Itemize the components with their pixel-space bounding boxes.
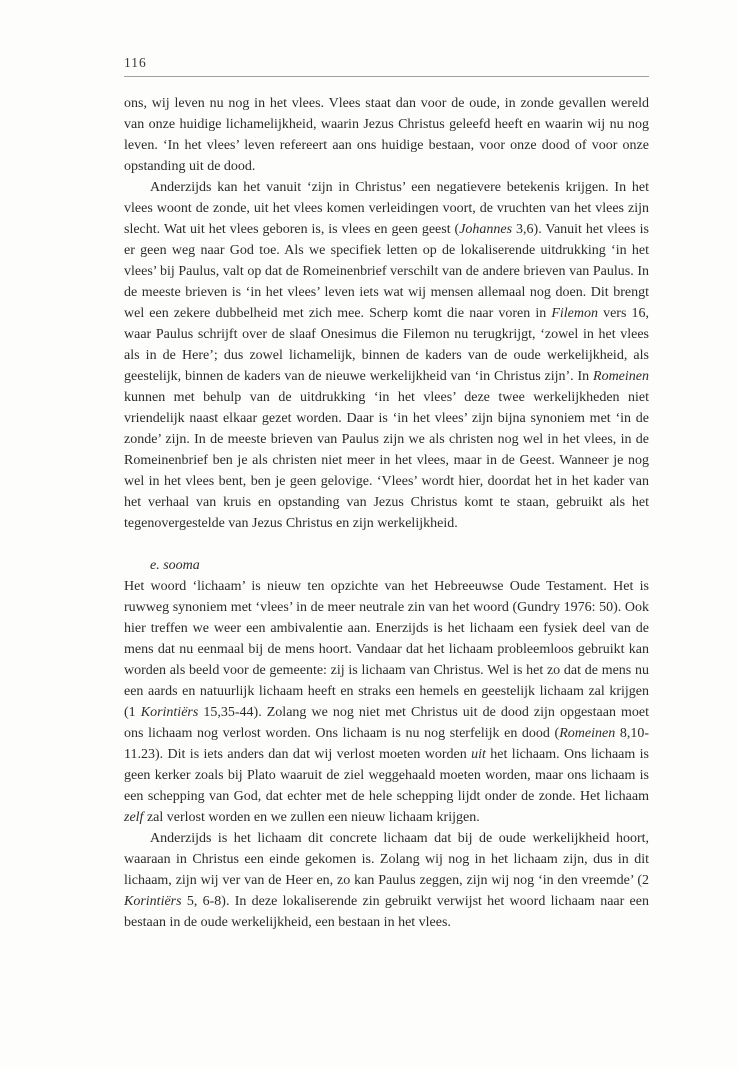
text-column bbox=[124, 93, 649, 933]
paragraph: Anderzijds is het lichaam dit concrete lichaam dat bij de oude werkelijkheid hoort, waaraan in Christus een einde gekomen is. Zolang wij nog in het lichaam zijn, dus in dit lichaam, zijn wij ver van de Heer en, zo kan Paulus zeggen, zijn wij nog ‘in den vreemde’ (2 Korintiërs 5, 6-8). In deze lokaliserende zin gebruikt verwijst het woord lichaam naar een bestaan in de oude werkelijkheid, een bestaan in het vlees. bbox=[124, 831, 649, 930]
paragraph: Het woord ‘lichaam’ is nieuw ten opzichte van het Hebreeuwse Oude Testament. Het is ruwweg synoniem met ‘vlees’ in de meer neutrale zin van het woord (Gundry 1976: 50). Ook hier treffen we weer een ambivalentie aan. Enerzijds is het lichaam een fysiek deel van de mens dat nu eenmaal bij de mens hoort. Vandaar dat het lichaam probleemloos gebruikt kan worden als beeld voor de gemeente: zij is lichaam van Christus. Wel is het zo dat de mens nu een aards en natuurlijk lichaam heeft en straks een hemels en geestelijk lichaam zal krijgen (1 Korintiërs 15,35-44). Zolang we nog niet met Christus uit de dood zijn opgestaan moet ons lichaam nog verlost worden. Ons lichaam is nu nog sterfelijk en dood (Romeinen 8,10-11.23). Dit is iets anders dan dat wij verlost moeten worden uit het lichaam. Ons lichaam is geen kerker zoals bij Plato waaruit de ziel weggehaald moeten worden, maar ons lichaam is een schepping van God, dat echter met de hele schepping lijdt onder de zonde. Het lichaam zelf zal verlost worden en we zullen een nieuw lichaam krijgen. bbox=[124, 579, 649, 825]
paragraph: Anderzijds kan het vanuit ‘zijn in Christus’ een negatievere betekenis krijgen. In het vlees woont de zonde, uit het vlees komen verleidingen voort, de vruchten van het vlees zijn slecht. Wat uit het vlees geboren is, is vlees en geen geest (Johannes 3,6). Vanuit het vlees is er geen weg naar God toe. Als we specifiek letten op de lokaliserende uitdrukking ‘in het vlees’ bij Paulus, valt op dat de Romeinenbrief verschilt van de andere brieven van Paulus. In de meeste brieven is ‘in het vlees’ leven iets wat wij mensen allemaal nog doen. Dit brengt wel een zekere dubbelheid met zich mee. Scherp komt die naar voren in Filemon vers 16, waar Paulus schrijft over de slaaf Onesimus die Filemon nu terugkrijgt, ‘zowel in het vlees als in de Here’; dus zowel lichamelijk, binnen de kaders van de oude werkelijkheid, als geestelijk, binnen de kaders van de nieuwe werkelijkheid van ‘in Christus zijn’. In Romeinen kunnen met behulp van de uitdrukking ‘in het vlees’ deze twee werkelijkheden niet vriendelijk naast elkaar gezet worden. Daar is ‘in het vlees’ zijn bijna synoniem met ‘in de zonde’ zijn. In de meeste brieven van Paulus zijn we als christen nog wel in het vlees, in de Romeinenbrief ben je als christen niet meer in het vlees, maar in de Geest. Wanneer je nog wel in het vlees bent, ben je geen gelovige. ‘Vlees’ wordt hier, doordat het in het kader van het verhaal van kruis en opstanding van Jezus Christus komt te staan, gebruikt als het tegenovergestelde van Jezus Christus en zijn werkelijkheid. bbox=[124, 180, 649, 531]
section-heading: e. sooma bbox=[150, 558, 200, 573]
paragraph: ons, wij leven nu nog in het vlees. Vlees staat dan voor de oude, in zonde gevallen wereld van onze huidige lichamelijkheid, waarin Jezus Christus geleefd heeft en waarin wij nu nog leven. ‘In het vlees’ leven refereert aan ons huidige bestaan, voor onze dood of voor onze opstanding uit de dood. bbox=[124, 96, 649, 174]
page-number: 116 bbox=[124, 55, 147, 70]
page-header bbox=[124, 54, 649, 77]
header-rule bbox=[124, 76, 649, 77]
